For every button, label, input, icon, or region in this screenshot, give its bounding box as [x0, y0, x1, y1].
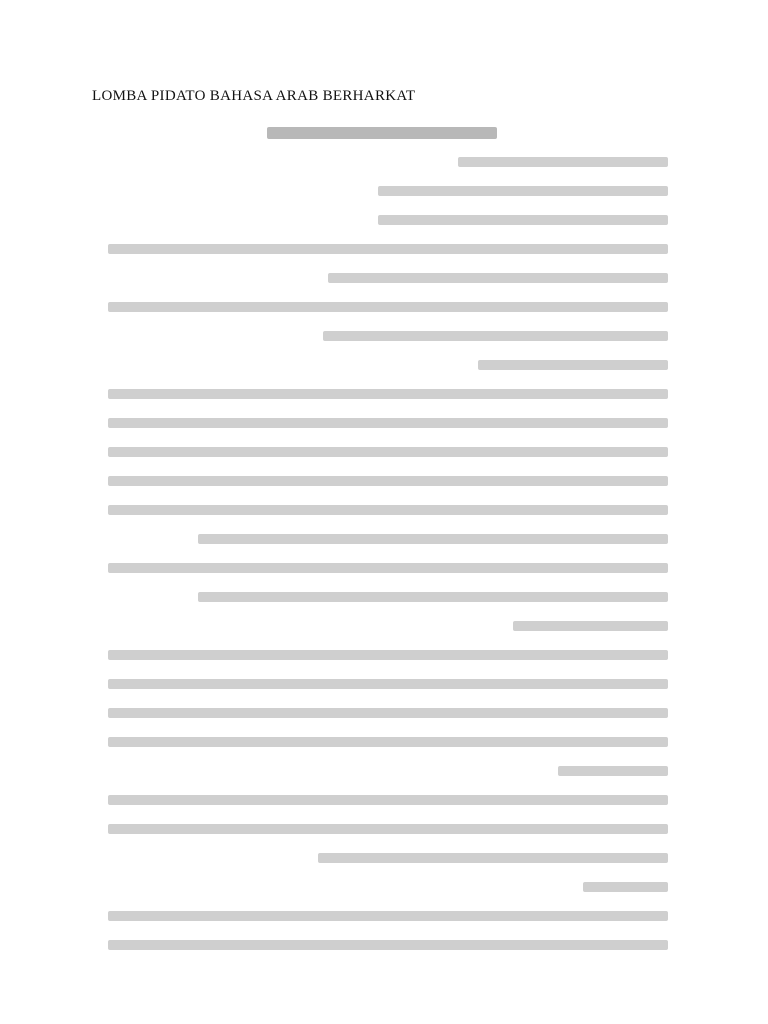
- untranscribed-arabic-text: [108, 795, 668, 805]
- untranscribed-arabic-text: [108, 650, 668, 660]
- speech-text-line: [96, 698, 668, 727]
- speech-text-line: [96, 408, 668, 437]
- untranscribed-arabic-text: [558, 766, 668, 776]
- untranscribed-arabic-text: [328, 273, 668, 283]
- speech-text-line: [96, 379, 668, 408]
- speech-text-line: [96, 176, 668, 205]
- speech-text-line: [96, 147, 668, 176]
- speech-text-line: [96, 466, 668, 495]
- untranscribed-arabic-text: [108, 447, 668, 457]
- untranscribed-arabic-text: [108, 911, 668, 921]
- untranscribed-arabic-text: [583, 882, 668, 892]
- speech-text-line: [96, 263, 668, 292]
- speech-text-line: [96, 350, 668, 379]
- untranscribed-arabic-text: [108, 679, 668, 689]
- speech-text-line: [96, 234, 668, 263]
- document-title: LOMBA PIDATO BAHASA ARAB BERHARKAT: [92, 88, 416, 104]
- untranscribed-arabic-text: [267, 127, 497, 139]
- speech-text-line: [96, 669, 668, 698]
- speech-text-line: [96, 495, 668, 524]
- untranscribed-arabic-text: [108, 563, 668, 573]
- speech-text-line: [96, 640, 668, 669]
- untranscribed-arabic-text: [513, 621, 668, 631]
- speech-text-line: [96, 524, 668, 553]
- untranscribed-arabic-text: [108, 708, 668, 718]
- untranscribed-arabic-text: [378, 215, 668, 225]
- speech-text-line: [96, 872, 668, 901]
- speech-text-line: [96, 582, 668, 611]
- speech-text-line: [96, 611, 668, 640]
- untranscribed-arabic-text: [318, 853, 668, 863]
- speech-text-line: [96, 205, 668, 234]
- untranscribed-arabic-text: [323, 331, 668, 341]
- untranscribed-arabic-text: [108, 302, 668, 312]
- speech-text-line: [96, 321, 668, 350]
- speech-text-line: [96, 785, 668, 814]
- speech-text-line: [96, 756, 668, 785]
- untranscribed-arabic-text: [478, 360, 668, 370]
- untranscribed-arabic-text: [108, 505, 668, 515]
- speech-text-line: [96, 814, 668, 843]
- speech-heading-line: [96, 118, 668, 147]
- speech-text-line: [96, 901, 668, 930]
- untranscribed-arabic-text: [108, 389, 668, 399]
- speech-text-line: [96, 437, 668, 466]
- speech-text-line: [96, 930, 668, 959]
- speech-text-line: [96, 843, 668, 872]
- untranscribed-arabic-text: [108, 476, 668, 486]
- untranscribed-arabic-text: [108, 737, 668, 747]
- speech-text-line: [96, 727, 668, 756]
- untranscribed-arabic-text: [458, 157, 668, 167]
- untranscribed-arabic-text: [198, 534, 668, 544]
- untranscribed-arabic-text: [108, 244, 668, 254]
- untranscribed-arabic-text: [378, 186, 668, 196]
- speech-text-line: [96, 292, 668, 321]
- untranscribed-arabic-text: [108, 418, 668, 428]
- untranscribed-arabic-text: [108, 824, 668, 834]
- speech-text-line: [96, 553, 668, 582]
- untranscribed-arabic-text: [198, 592, 668, 602]
- speech-body: [96, 118, 668, 959]
- untranscribed-arabic-text: [108, 940, 668, 950]
